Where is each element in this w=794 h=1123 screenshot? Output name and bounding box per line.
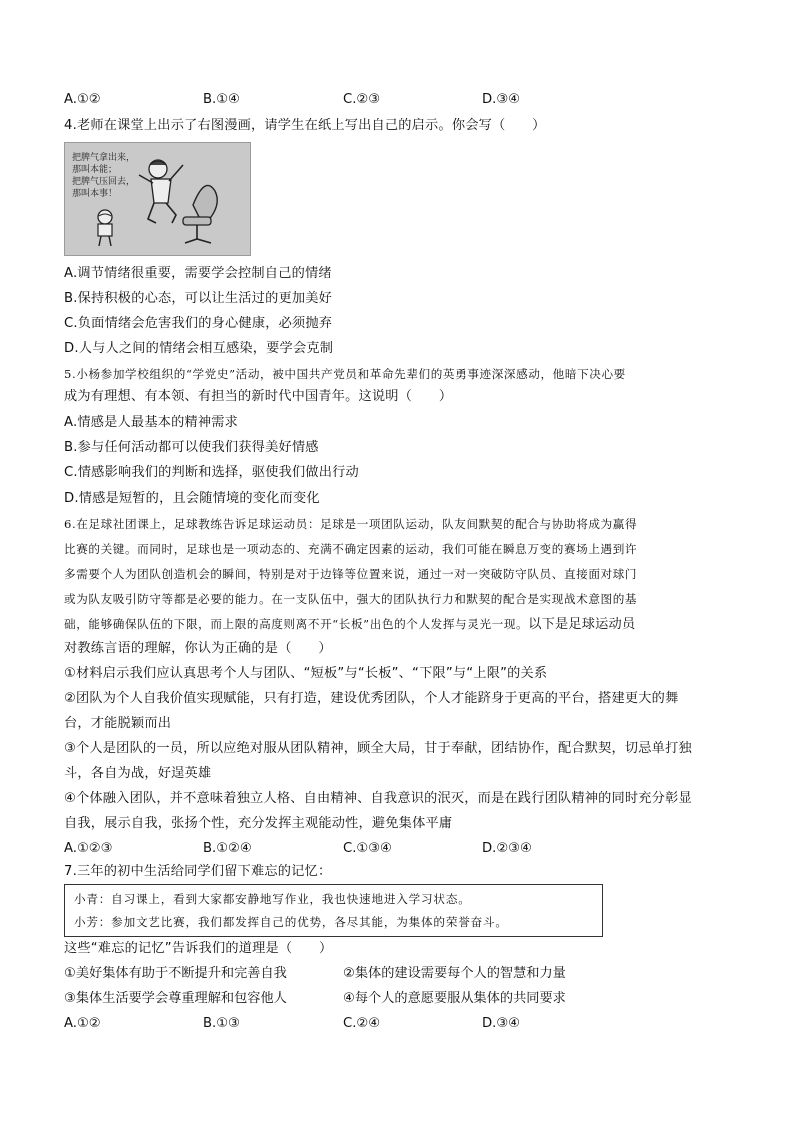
q7-quote-box <box>64 884 603 937</box>
q5-option-a[interactable]: A.情感是人最基本的精神需求 <box>64 415 239 430</box>
q5-stem-line: 5.小杨参加学校组织的“学党史”活动，被中国共产党员和革命先辈们的英勇事迹深深感动，他暗下决心要 <box>64 367 626 381</box>
q7-statement-4: ④每个人的意愿要服从集体的共同要求 <box>343 991 566 1006</box>
q4-option-a[interactable]: A.调节情绪很重要，需要学会控制自己的情绪 <box>64 266 332 281</box>
q3-option-c[interactable]: C.②③ <box>343 92 381 107</box>
q7-statement-1: ①美好集体有助于不断提升和完善自我 <box>64 966 287 981</box>
q6-statement-2-cont: 台，才能脱颖而出 <box>64 716 172 731</box>
q6-material-line: 比赛的关键。而同时，足球也是一项动态的、充满不确定因素的运动，我们可能在瞬息万变的赛场上遇到许 <box>64 542 638 556</box>
q6-material-line: 或为队友吸引防守等都是必要的能力。在一支队伍中，强大的团队执行力和默契的配合是实现战术意图的基 <box>64 592 638 606</box>
q6-option-b[interactable]: B.①②④ <box>203 841 252 856</box>
q7-option-d[interactable]: D.③④ <box>482 1016 520 1031</box>
q6-option-c[interactable]: C.①③④ <box>343 841 392 856</box>
q6-material-line: 础，能够确保队伍的下限，而上限的高度则离不开“长板”出色的个人发挥与灵光一现。 <box>64 617 529 631</box>
cartoon-caption-line: 把脾气拿出来， <box>72 153 136 163</box>
cartoon-image <box>64 142 251 256</box>
q6-option-a[interactable]: A.①②③ <box>64 841 113 856</box>
q5-option-d[interactable]: D.情感是短暂的，且会随情境的变化而变化 <box>64 491 320 506</box>
q7-option-c[interactable]: C.②④ <box>343 1016 381 1031</box>
q6-material-line: 多需要个人为团队创造机会的瞬间，特别是对于边锋等位置来说，通过一对一突破防守队员、直接面对球门 <box>64 567 638 581</box>
q5-option-c[interactable]: C.情感影响我们的判断和选择，驱使我们做出行动 <box>64 465 359 480</box>
cartoon-caption-line: 那叫本能； <box>72 165 118 175</box>
q6-material-last-line <box>64 614 635 635</box>
q4-option-b[interactable]: B.保持积极的心态，可以让生活过的更加美好 <box>64 291 332 306</box>
q6-option-d[interactable]: D.②③④ <box>482 841 532 856</box>
q7-statement-2: ②集体的建设需要每个人的智慧和力量 <box>343 966 566 981</box>
q3-option-b[interactable]: B.①④ <box>203 92 240 107</box>
q6-statement-1: ①材料启示我们应认真思考个人与团队、“短板”与“长板”、“下限”与“上限”的关系 <box>64 666 548 681</box>
q7-stem: 7.三年的初中生活给同学们留下难忘的记忆： <box>64 864 332 879</box>
cartoon-caption-line: 那叫本事！ <box>72 189 118 199</box>
q3-option-d[interactable]: D.③④ <box>482 92 520 107</box>
q5-option-b[interactable]: B.参与任何活动都可以使我们获得美好情感 <box>64 440 319 455</box>
q7-option-b[interactable]: B.①③ <box>203 1016 240 1031</box>
q5-stem-line: 成为有理想、有本领、有担当的新时代中国青年。这说明（ ） <box>64 389 453 404</box>
q7-statement-3: ③集体生活要学会尊重理解和包容他人 <box>64 991 287 1006</box>
q6-material-line: 6.在足球社团课上，足球教练告诉足球运动员：足球是一项团队运动，队友间默契的配合与协助将成为赢得 <box>64 517 638 531</box>
q7-question: 这些“难忘的记忆”告诉我们的道理是（ ） <box>64 941 333 956</box>
q6-stem: 对教练言语的理解，你认为正确的是（ ） <box>64 641 332 656</box>
q7-quote-line: 小芳：参加文艺比赛，我们都发挥自己的优势，各尽其能，为集体的荣誉奋斗。 <box>74 915 508 929</box>
q7-quote-line: 小青：自习课上，看到大家都安静地写作业，我也快速地进入学习状态。 <box>74 892 471 906</box>
cartoon-drawing <box>65 143 250 255</box>
q4-option-d[interactable]: D.人与人之间的情绪会相互感染，要学会克制 <box>64 341 334 356</box>
cartoon-caption-line: 把脾气压回去， <box>72 177 136 187</box>
q3-option-a[interactable]: A.①② <box>64 92 101 107</box>
q6-statement-2: ②团队为个人自我价值实现赋能，只有打造，建设优秀团队，个人才能跻身于更高的平台，搭建更大的舞 <box>64 691 679 706</box>
q7-option-a[interactable]: A.①② <box>64 1016 101 1031</box>
q6-material-tail: 以下是足球运动员 <box>528 617 636 632</box>
q6-statement-4: ④个体融入团队，并不意味着独立人格、自由精神、自我意识的泯灭，而是在践行团队精神的同时充分彰显 <box>64 791 692 806</box>
q4-stem: 4.老师在课堂上出示了右图漫画，请学生在纸上写出自己的启示。你会写（ ） <box>64 118 546 133</box>
q4-option-c[interactable]: C.负面情绪会危害我们的身心健康，必须抛弃 <box>64 316 333 331</box>
q6-statement-3: ③个人是团队的一员，所以应绝对服从团队精神，顾全大局，甘于奉献，团结协作，配合默契，切忌单打独 <box>64 741 692 756</box>
q6-statement-4-cont: 自我，展示自我，张扬个性，充分发挥主观能动性，避免集体平庸 <box>64 816 453 831</box>
q6-statement-3-cont: 斗，各自为战，好逞英雄 <box>64 766 212 781</box>
